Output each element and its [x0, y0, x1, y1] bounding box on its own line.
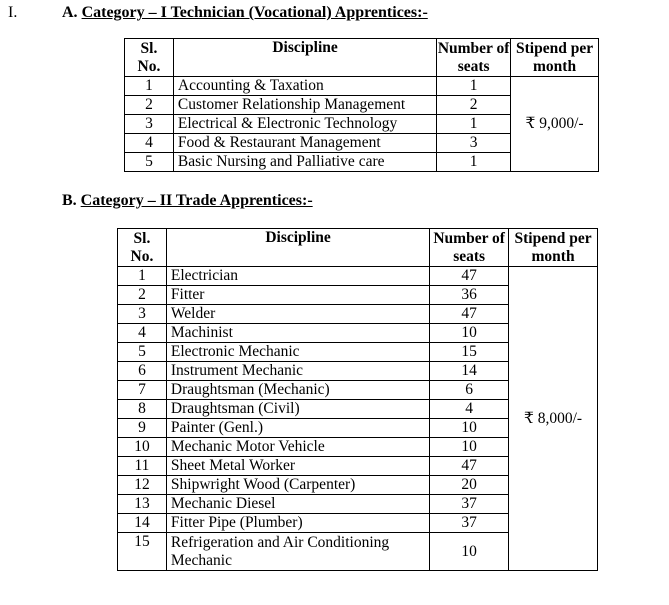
seats-cell: 15 — [430, 343, 509, 362]
discipline-cell: Electrical & Electronic Technology — [173, 115, 436, 134]
section-b-heading — [62, 192, 313, 210]
stipend-cell: ₹ 9,000/- — [511, 77, 599, 172]
discipline-cell: Electrician — [166, 267, 429, 286]
header-seats — [437, 39, 511, 77]
sl-cell: 2 — [118, 286, 167, 305]
header-discipline-label: Discipline — [272, 39, 338, 56]
header-sl — [125, 39, 174, 77]
discipline-cell: Draughtsman (Mechanic) — [166, 381, 429, 400]
discipline-cell: Mechanic Diesel — [166, 495, 429, 514]
table-row — [118, 267, 598, 286]
seats-cell: 10 — [430, 324, 509, 343]
sl-cell: 1 — [118, 267, 167, 286]
seats-cell: 47 — [430, 457, 509, 476]
seats-cell: 1 — [437, 153, 511, 172]
header-discipline — [173, 39, 436, 77]
discipline-cell: Food & Restaurant Management — [173, 134, 436, 153]
discipline-cell: Electronic Mechanic — [166, 343, 429, 362]
seats-cell: 1 — [437, 115, 511, 134]
header-stipend-label: Stipend per month — [514, 229, 592, 265]
seats-cell: 20 — [430, 476, 509, 495]
seats-cell: 4 — [430, 400, 509, 419]
section-a-heading — [62, 4, 428, 22]
sl-cell: 2 — [125, 96, 174, 115]
sl-cell: 3 — [125, 115, 174, 134]
header-sl-label: Sl. No. — [137, 39, 161, 75]
seats-cell: 10 — [430, 438, 509, 457]
table-row — [125, 77, 599, 96]
discipline-cell: Accounting & Taxation — [173, 77, 436, 96]
section-a-title: Category – I Technician (Vocational) Apprentices:- — [81, 4, 428, 21]
sl-cell: 1 — [125, 77, 174, 96]
discipline-cell: Welder — [166, 305, 429, 324]
seats-cell: 14 — [430, 362, 509, 381]
section-a-table — [124, 38, 599, 172]
header-stipend — [509, 229, 598, 267]
discipline-cell: Fitter Pipe (Plumber) — [166, 514, 429, 533]
header-sl — [118, 229, 167, 267]
seats-cell: 10 — [430, 419, 509, 438]
sl-cell: 11 — [118, 457, 167, 476]
header-stipend — [511, 39, 599, 77]
section-a-prefix: A. — [62, 4, 82, 21]
discipline-cell: Mechanic Motor Vehicle — [166, 438, 429, 457]
header-seats-label: Number of seats — [433, 229, 505, 265]
header-stipend-label: Stipend per month — [516, 39, 594, 75]
seats-cell: 10 — [430, 533, 509, 571]
seats-cell: 6 — [430, 381, 509, 400]
stipend-cell: ₹ 8,000/- — [509, 267, 598, 571]
sl-cell: 6 — [118, 362, 167, 381]
sl-cell: 15 — [118, 533, 167, 571]
sl-cell: 12 — [118, 476, 167, 495]
seats-cell: 36 — [430, 286, 509, 305]
discipline-cell: Shipwright Wood (Carpenter) — [166, 476, 429, 495]
discipline-cell: Instrument Mechanic — [166, 362, 429, 381]
discipline-cell: Basic Nursing and Palliative care — [173, 153, 436, 172]
sl-cell: 3 — [118, 305, 167, 324]
discipline-cell: Sheet Metal Worker — [166, 457, 429, 476]
sl-cell: 8 — [118, 400, 167, 419]
discipline-cell: Customer Relationship Management — [173, 96, 436, 115]
section-b-table — [117, 228, 598, 571]
discipline-cell: Fitter — [166, 286, 429, 305]
seats-cell: 1 — [437, 77, 511, 96]
sl-cell: 10 — [118, 438, 167, 457]
discipline-cell: Machinist — [166, 324, 429, 343]
header-sl-label: Sl. No. — [130, 229, 154, 265]
discipline-cell: Draughtsman (Civil) — [166, 400, 429, 419]
section-b-prefix: B. — [62, 192, 81, 209]
header-discipline — [166, 229, 429, 267]
header-seats-label: Number of seats — [437, 39, 510, 75]
seats-cell: 37 — [430, 514, 509, 533]
sl-cell: 5 — [118, 343, 167, 362]
sl-cell: 5 — [125, 153, 174, 172]
sl-cell: 9 — [118, 419, 167, 438]
discipline-cell: Painter (Genl.) — [166, 419, 429, 438]
header-seats — [430, 229, 509, 267]
seats-cell: 47 — [430, 305, 509, 324]
sl-cell: 14 — [118, 514, 167, 533]
sl-cell: 7 — [118, 381, 167, 400]
discipline-cell: Refrigeration and Air Conditioning Mechanic — [166, 533, 429, 571]
sl-cell: 13 — [118, 495, 167, 514]
seats-cell: 2 — [437, 96, 511, 115]
sl-cell: 4 — [118, 324, 167, 343]
header-discipline-label: Discipline — [265, 229, 331, 246]
section-marker: I. — [8, 4, 18, 21]
seats-cell: 47 — [430, 267, 509, 286]
sl-cell: 4 — [125, 134, 174, 153]
seats-cell: 37 — [430, 495, 509, 514]
section-b-title: Category – II Trade Apprentices:- — [80, 192, 313, 209]
seats-cell: 3 — [437, 134, 511, 153]
